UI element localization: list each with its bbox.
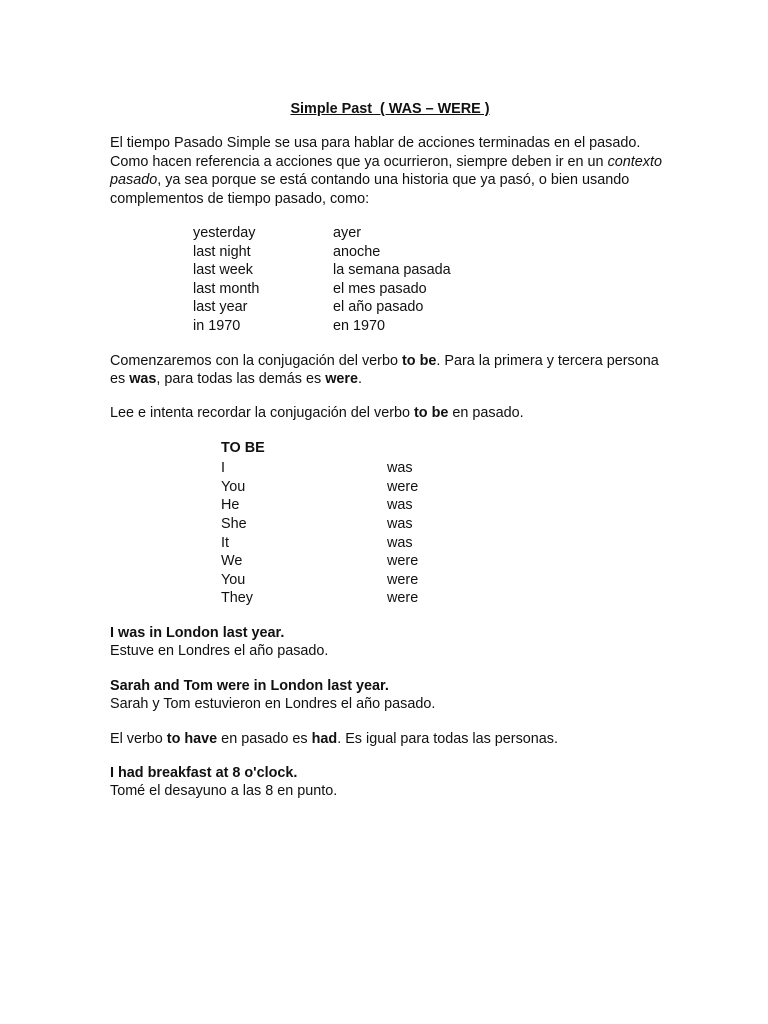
conj-intro-text: Comenzaremos con la conjugación del verbo: [110, 352, 402, 369]
verb-form: were: [387, 590, 419, 607]
read-text: en pasado.: [448, 405, 524, 422]
vocab-english: in 1970: [193, 318, 241, 334]
read-instruction-paragraph: [110, 404, 670, 422]
intro-paragraph: [110, 134, 670, 208]
vocab-english: last night: [193, 243, 251, 260]
have-text: . Es igual para todas las personas.: [337, 730, 558, 747]
pronoun: It: [221, 534, 229, 551]
conjugation-intro-paragraph: [110, 352, 670, 389]
document-page: [110, 100, 670, 817]
pronoun: She: [221, 516, 247, 532]
vocab-spanish: la semana pasada: [333, 262, 451, 279]
example-spanish: Sarah y Tom estuvieron en Londres el año pasado.: [110, 696, 436, 713]
pronoun: We: [221, 553, 243, 570]
verb-to-be: to be: [414, 405, 449, 422]
example-spanish: Estuve en Londres el año pasado.: [110, 643, 329, 660]
verb-form: were: [387, 553, 419, 570]
time-expressions-table: [193, 224, 451, 336]
example-sentence-had: [110, 764, 670, 801]
example-sentence: [110, 677, 670, 714]
page-title: Simple Past ( WAS – WERE ): [290, 101, 490, 117]
vocab-row: [193, 224, 451, 243]
vocab-row: [193, 317, 451, 336]
vocab-row: [193, 280, 451, 299]
example-english: I had breakfast at 8 o'clock.: [110, 765, 298, 781]
conjugation-row: [221, 571, 418, 590]
verb-form: was: [387, 497, 413, 514]
verb-to-be: to be: [401, 352, 437, 369]
vocab-spanish: en 1970: [333, 318, 386, 334]
pronoun: They: [221, 590, 253, 607]
vocab-spanish: el año pasado: [333, 299, 424, 316]
pronoun: You: [221, 571, 246, 588]
vocab-spanish: anoche: [333, 243, 381, 260]
have-text: en pasado es: [217, 730, 312, 747]
verb-form: was: [387, 534, 413, 551]
vocab-english: last year: [193, 299, 248, 316]
conjugation-row: [221, 478, 418, 497]
conj-intro-text: .: [358, 371, 362, 387]
example-english: Sarah and Tom were in London last year.: [110, 677, 389, 694]
conjugation-row: [221, 459, 418, 478]
example-spanish: Tomé el desayuno a las 8 en punto.: [110, 783, 338, 800]
pronoun: You: [221, 478, 246, 495]
conjugation-heading: TO BE: [221, 439, 265, 456]
verb-form: was: [387, 460, 413, 477]
vocab-row: [193, 261, 451, 280]
conjugation-row: [221, 589, 418, 608]
pronoun: I: [221, 460, 225, 477]
intro-italic: contexto pasado: [110, 153, 662, 189]
vocab-spanish: ayer: [333, 225, 361, 242]
pronoun: He: [221, 497, 240, 514]
verb-form: were: [387, 571, 419, 588]
vocab-spanish: el mes pasado: [333, 280, 427, 297]
verb-form: were: [387, 478, 419, 495]
vocab-row: [193, 298, 451, 317]
conjugation-row: [221, 496, 418, 515]
conjugation-row: [221, 552, 418, 571]
example-english: I was in London last year.: [110, 624, 285, 641]
form-was: was: [129, 371, 157, 387]
to-be-conjugation: [221, 439, 670, 608]
have-text: El verbo: [110, 730, 167, 747]
vocab-row: [193, 243, 451, 262]
conj-intro-text: , para todas las demás es: [156, 371, 326, 387]
conj-intro-text: . Para la primera y tercera persona es: [110, 352, 659, 387]
intro-text-1: El tiempo Pasado Simple se usa para hablar de acciones terminadas en el pasado. Como hacen referencia a acciones que ya ocurrieron, siempre deben ir en un: [110, 135, 641, 170]
to-have-paragraph: [110, 730, 670, 748]
verb-to-have: to have: [166, 730, 218, 747]
example-sentence: [110, 624, 670, 661]
conjugation-row: [221, 515, 418, 534]
form-were: were: [325, 371, 358, 387]
vocab-english: yesterday: [193, 225, 256, 242]
vocab-english: last month: [193, 280, 260, 297]
verb-form: was: [387, 516, 413, 532]
vocab-english: last week: [193, 262, 253, 279]
read-text: Lee e intenta recordar la conjugación del verbo: [110, 405, 415, 422]
intro-text-2: , ya sea porque se está contando una historia que ya pasó, o bien usando complementos de tiempo pasado, como:: [110, 172, 630, 207]
form-had: had: [311, 730, 338, 747]
conjugation-table: [221, 459, 418, 608]
conjugation-row: [221, 534, 418, 553]
